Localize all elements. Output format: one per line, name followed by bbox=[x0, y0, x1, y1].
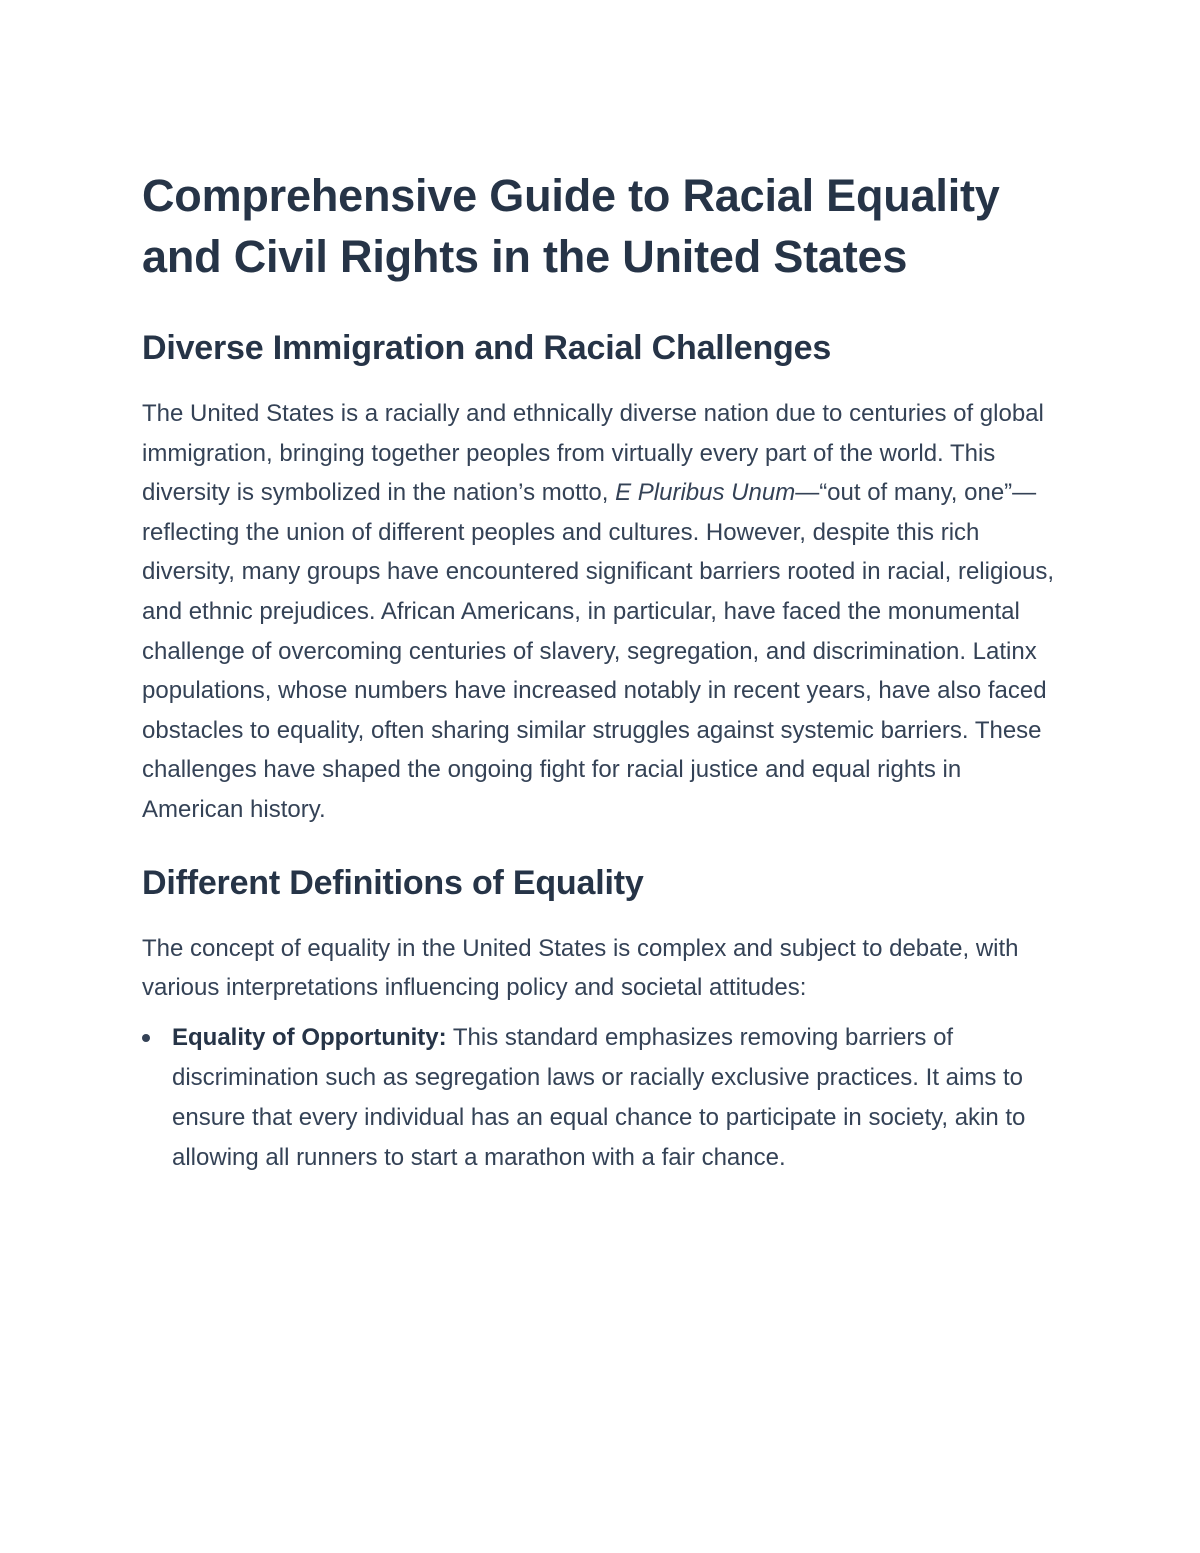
document-page bbox=[142, 165, 1062, 1178]
list-item-text: This standard emphasizes removing barriers of discrimination such as segregation laws or racially exclusive practices. It aims to ensure that every individual has an equal chance to participate in society, akin to allowing all runners to start a marathon with a fair chance. bbox=[172, 1023, 1026, 1171]
section-paragraph-diverse-immigration bbox=[142, 394, 1062, 830]
section-heading-definitions-of-equality: Different Definitions of Equality bbox=[142, 863, 644, 902]
paragraph-text-before-motto: The United States is a racially and ethnically diverse nation due to centuries of global immigration, bringing together peoples from virtually every part of the world. This diversity is symbolized in the nation’s motto, bbox=[142, 400, 1044, 507]
national-motto: E Pluribus Unum bbox=[615, 479, 796, 507]
page-title: Comprehensive Guide to Racial Equality and Civil Rights in the United States bbox=[142, 170, 1000, 282]
section-heading-diverse-immigration: Diverse Immigration and Racial Challenges bbox=[142, 329, 832, 367]
paragraph-text-after-motto: —“out of many, one”—reflecting the union of different peoples and cultures. However, despite this rich diversity, many groups have encountered significant barriers rooted in racial, religious, and ethnic prejudices. African Americans, in particular, have faced the monumental challenge of overcoming centuries of slavery, segregation, and discrimination. Latinx populations, whose numbers have increased notably in recent years, have also faced obstacles to equality, often sharing similar struggles against systemic barriers. These challenges have shaped the ongoing fight for racial justice and equal rights in American history. bbox=[142, 479, 1055, 823]
equality-definitions-list bbox=[142, 1018, 1062, 1178]
section-paragraph-definitions-of-equality: The concept of equality in the United States is complex and subject to debate, with various interpretations influencing policy and societal attitudes: bbox=[142, 934, 1019, 1002]
bullet-icon bbox=[142, 1034, 150, 1042]
list-item bbox=[142, 1018, 1062, 1178]
list-item-term: Equality of Opportunity: bbox=[172, 1023, 447, 1051]
